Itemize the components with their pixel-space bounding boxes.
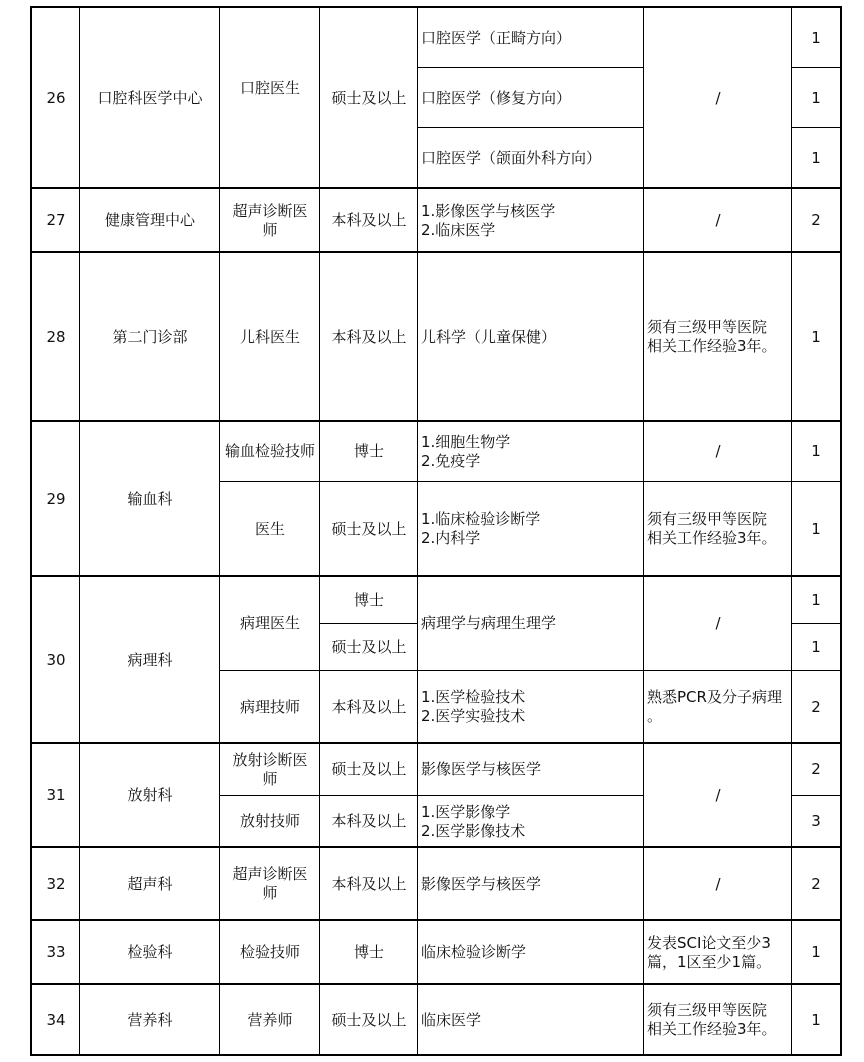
row-33-count: 1 xyxy=(811,943,821,961)
row-31-position-2: 放射技师 xyxy=(239,812,300,830)
row-26-major-3: 口腔医学（颌面外科方向） xyxy=(421,148,602,167)
grid-line xyxy=(792,127,840,128)
row-31-requirement: / xyxy=(715,786,721,804)
row-26-requirement: / xyxy=(715,88,721,107)
row-26-count-2: 1 xyxy=(811,88,821,107)
row-28-position: 儿科医生 xyxy=(239,327,300,346)
row-29-degree-1: 博士 xyxy=(353,442,384,460)
row-30-major-b xyxy=(418,671,644,743)
row-32-position xyxy=(220,848,320,920)
row-29-major-1 xyxy=(418,422,644,481)
row-34-number: 34 xyxy=(46,1010,66,1029)
row-34-degree: 硕士及以上 xyxy=(331,1010,407,1029)
grid-line xyxy=(418,127,644,128)
grid-line xyxy=(30,983,842,985)
row-31-position-1 xyxy=(220,744,320,795)
row-29-requirement-1: / xyxy=(715,442,721,460)
row-32-department: 超声科 xyxy=(127,874,173,893)
grid-line xyxy=(30,846,842,848)
row-30-count-a2: 1 xyxy=(811,637,821,656)
row-30-count-b: 2 xyxy=(811,697,821,716)
grid-line xyxy=(792,623,840,624)
grid-line xyxy=(79,6,80,1056)
row-33-position: 检验技师 xyxy=(239,943,300,961)
grid-line xyxy=(643,6,644,1056)
row-34-position: 营养师 xyxy=(247,1010,293,1029)
row-29-requirement-2-text: 须有三级甲等医院 相关工作经验3年。 xyxy=(647,510,777,547)
row-27-requirement: / xyxy=(715,211,721,229)
row-32-degree: 本科及以上 xyxy=(331,874,407,893)
grid-line xyxy=(319,6,320,1056)
grid-line xyxy=(220,670,840,671)
grid-line xyxy=(418,67,644,68)
row-29-count-1: 1 xyxy=(811,442,821,460)
row-29-major-2-text: 1.临床检验诊断学 2.内科学 xyxy=(421,510,541,547)
grid-line xyxy=(30,919,842,921)
row-30-requirement-b xyxy=(644,671,792,743)
row-30-count-a1: 1 xyxy=(811,590,821,609)
grid-line xyxy=(792,795,840,796)
row-30-major-a: 病理学与病理生理学 xyxy=(421,614,557,632)
grid-line xyxy=(220,795,644,796)
row-27-count: 2 xyxy=(811,211,821,229)
row-27-department: 健康管理中心 xyxy=(104,211,195,229)
row-26-position: 口腔医生 xyxy=(239,78,300,97)
row-31-major-2 xyxy=(418,796,644,847)
row-30-degree-b: 本科及以上 xyxy=(331,697,407,716)
row-32-major: 影像医学与核医学 xyxy=(421,874,542,893)
row-31-major-2-text: 1.医学影像学 2.医学影像技术 xyxy=(421,802,526,840)
row-30-degree-a1: 博士 xyxy=(353,590,384,609)
row-26-degree: 硕士及以上 xyxy=(331,88,407,107)
grid-line xyxy=(220,481,840,482)
row-34-department: 营养科 xyxy=(127,1010,173,1029)
row-29-position-1: 输血检验技师 xyxy=(224,442,315,460)
row-32-number: 32 xyxy=(46,874,66,893)
grid-line xyxy=(320,623,418,624)
row-31-degree-1: 硕士及以上 xyxy=(331,760,407,778)
grid-line xyxy=(792,67,840,68)
row-29-major-1-text: 1.细胞生物学 2.免疫学 xyxy=(421,432,511,470)
row-31-department: 放射科 xyxy=(127,786,173,804)
row-30-major-b-text: 1.医学检验技术 2.医学实验技术 xyxy=(421,688,526,725)
row-31-count-1: 2 xyxy=(811,760,821,778)
grid-line xyxy=(417,6,418,1056)
row-26-number: 26 xyxy=(46,88,66,107)
grid-line xyxy=(219,6,220,1056)
row-32-requirement: / xyxy=(715,874,721,893)
row-30-department: 病理科 xyxy=(127,650,173,669)
row-33-department: 检验科 xyxy=(127,943,173,961)
row-31-number: 31 xyxy=(46,786,66,804)
grid-line xyxy=(30,742,842,744)
row-29-requirement-2 xyxy=(644,482,792,576)
row-27-position xyxy=(220,189,320,252)
row-29-department: 输血科 xyxy=(127,489,173,508)
row-29-degree-2: 硕士及以上 xyxy=(331,519,407,538)
row-30-position-a: 病理医生 xyxy=(239,614,300,632)
grid-line xyxy=(30,251,842,253)
row-28-department: 第二门诊部 xyxy=(112,327,188,346)
row-33-major: 临床检验诊断学 xyxy=(421,943,527,961)
row-26-major-1: 口腔医学（正畸方向） xyxy=(421,28,572,47)
row-28-count: 1 xyxy=(811,327,821,346)
row-26-count-3: 1 xyxy=(811,148,821,167)
row-26-major-2: 口腔医学（修复方向） xyxy=(421,88,572,107)
row-27-major-text: 1.影像医学与核医学 2.临床医学 xyxy=(421,201,556,239)
row-29-major-2 xyxy=(418,482,644,576)
grid-line xyxy=(30,6,842,8)
row-28-degree: 本科及以上 xyxy=(331,327,407,346)
grid-line xyxy=(30,420,842,422)
row-31-position-1-text: 放射诊断医 师 xyxy=(232,750,308,788)
row-34-requirement xyxy=(644,985,792,1055)
row-29-count-2: 1 xyxy=(811,519,821,538)
grid-line xyxy=(30,575,842,577)
row-33-requirement-text: 发表SCI论文至少3 篇，1区至少1篇。 xyxy=(647,933,772,971)
row-29-position-2: 医生 xyxy=(254,519,285,538)
row-27-position-text: 超声诊断医 师 xyxy=(232,201,308,239)
row-28-requirement-text: 须有三级甲等医院 相关工作经验3年。 xyxy=(647,318,777,355)
row-28-number: 28 xyxy=(46,327,66,346)
grid-line xyxy=(791,6,792,1056)
row-32-count: 2 xyxy=(811,874,821,893)
row-28-requirement xyxy=(644,253,792,421)
row-27-major xyxy=(418,189,644,252)
grid-line xyxy=(30,1054,842,1056)
grid-line xyxy=(30,6,32,1056)
grid-line xyxy=(30,187,842,189)
row-30-requirement-b-text: 熟悉PCR及分子病理 。 xyxy=(647,688,782,725)
row-29-number: 29 xyxy=(46,489,66,508)
row-28-major: 儿科学（儿童保健） xyxy=(421,327,557,346)
row-33-number: 33 xyxy=(46,943,66,961)
row-30-position-b: 病理技师 xyxy=(239,697,300,716)
row-34-count: 1 xyxy=(811,1010,821,1029)
row-33-degree: 博士 xyxy=(353,943,384,961)
row-27-degree: 本科及以上 xyxy=(331,211,407,229)
row-30-requirement-a: / xyxy=(715,614,721,632)
row-27-number: 27 xyxy=(46,211,66,229)
row-34-major: 临床医学 xyxy=(421,1010,482,1029)
row-31-count-2: 3 xyxy=(811,812,821,830)
row-26-department: 口腔科医学中心 xyxy=(97,88,203,107)
row-30-number: 30 xyxy=(46,650,66,669)
row-31-degree-2: 本科及以上 xyxy=(331,812,407,830)
row-26-count-1: 1 xyxy=(811,28,821,47)
row-32-position-text: 超声诊断医 师 xyxy=(232,865,308,902)
grid-line xyxy=(840,6,842,1056)
row-33-requirement xyxy=(644,921,792,984)
row-34-requirement-text: 须有三级甲等医院 相关工作经验3年。 xyxy=(647,1001,777,1038)
row-30-degree-a2: 硕士及以上 xyxy=(331,637,407,656)
row-31-major-1: 影像医学与核医学 xyxy=(421,760,542,778)
